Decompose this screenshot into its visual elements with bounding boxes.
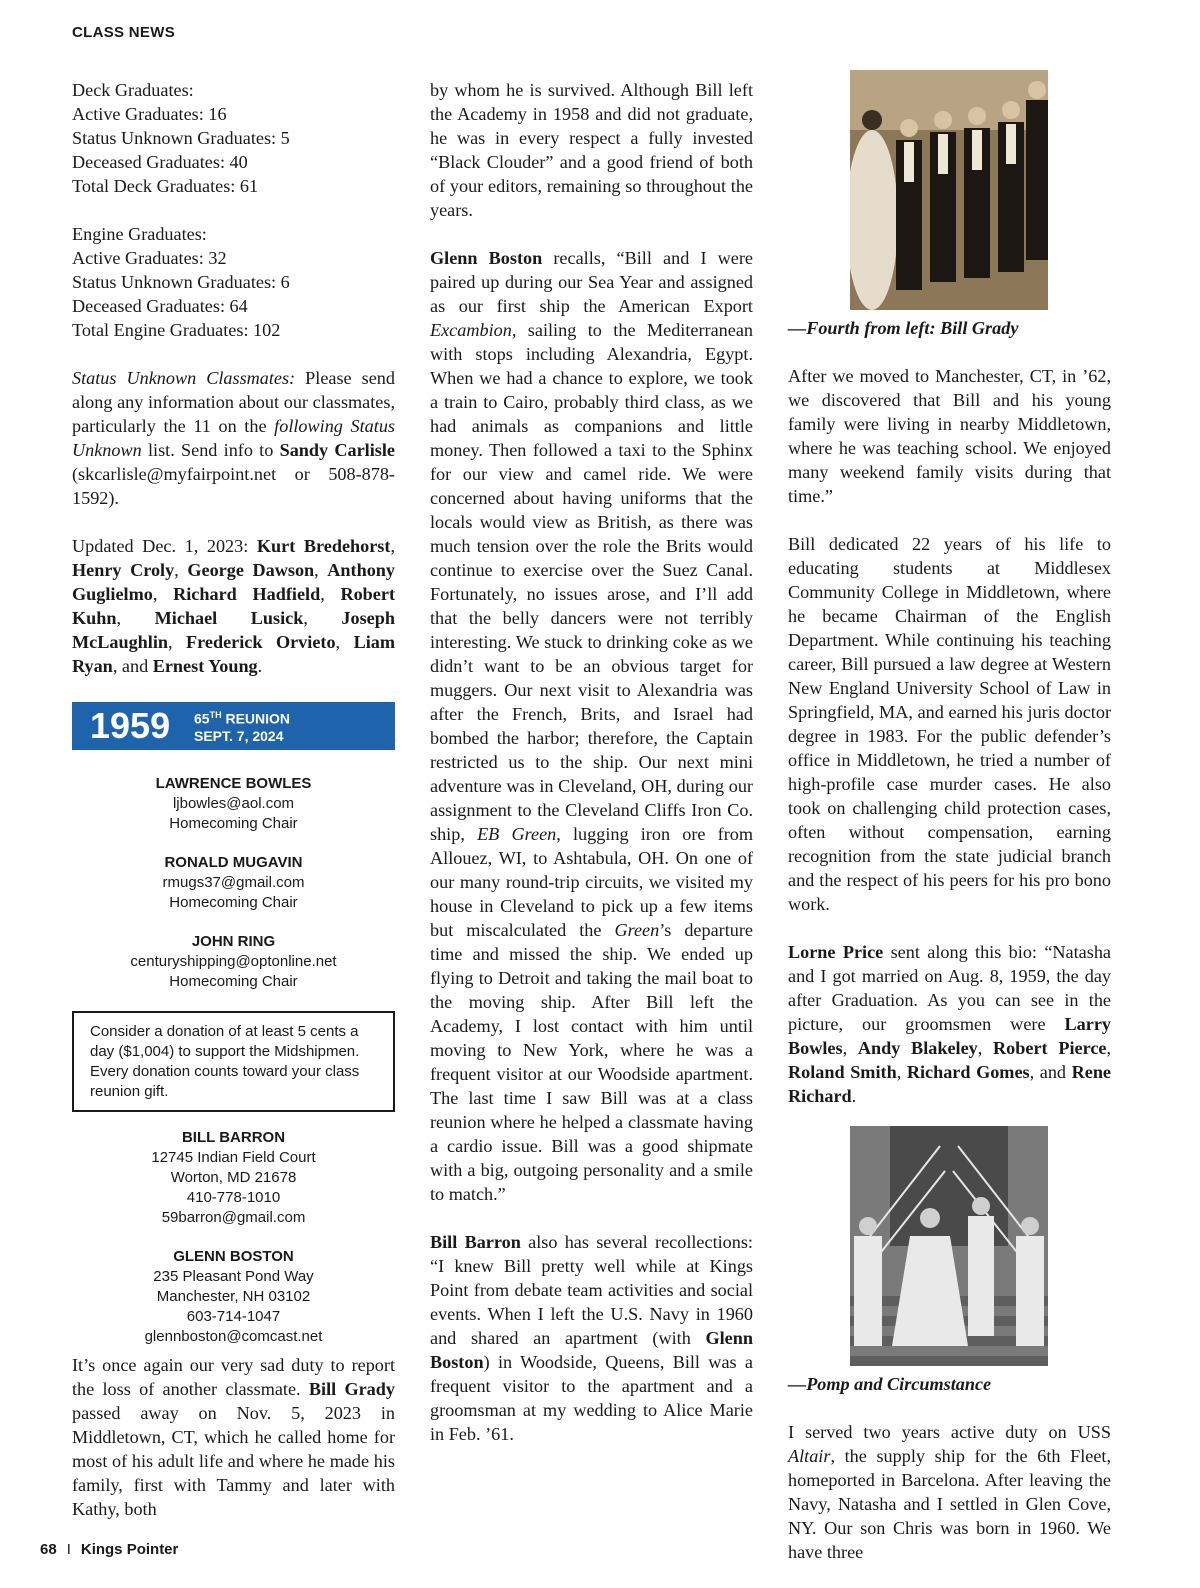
article-paragraph: by whom he is survived. Although Bill left the Academy in 1958 and did not graduate, he was in every respect a fully invested “Black Clouder” and a good friend of both of your editors, remaining so throughout the years. <box>430 80 753 220</box>
contact-email[interactable]: rmugs37@gmail.com <box>162 874 305 891</box>
obituary-paragraph: It’s once again our very sad duty to report the loss of another classmate. Bill Grady passed away on Nov. 5, 2023 in Middletown, CT, which he called home for most of his adult life and where he made his family, first with Tammy and later with Kathy, both <box>72 1355 395 1519</box>
page-footer: 68 I Kings Pointer <box>40 1541 179 1558</box>
wedding-party-photo <box>850 70 1048 310</box>
contact-email[interactable]: ljbowles@aol.com <box>172 795 295 812</box>
article-paragraph: Bill dedicated 22 years of his life to educating students at Middlesex Community College in Middletown, where he became Chairman of the English Department. While continuing his teaching career, Bill pursued a law degree at Western New England University School of Law in Springfield, MA, and earned his juris doctor degree in 1983. For the public defender’s office in Middletown, he tried a number of high-profile case murder cases. He also took on challenging child protection cases, often without compensation, earning recognition from the state judicial branch and the respect of his peers for his pro bono work. <box>788 534 1111 914</box>
contact-email[interactable]: centuryshipping@optonline.net <box>130 953 337 970</box>
column-2 <box>430 78 753 1470</box>
contact-bill-barron: BILL BARRON 12745 Indian Field Court Worton, MD 21678 410-778-1010 59barron@gmail.com <box>72 1128 395 1228</box>
contact-ronald-mugavin: RONALD MUGAVIN rmugs37@gmail.com Homecoming Chair <box>72 853 395 913</box>
engine-stats: Engine Graduates: Active Graduates: 32 Status Unknown Graduates: 6 Deceased Graduates: 64 Total Engine Graduates: 102 <box>72 224 290 340</box>
section-heading: CLASS NEWS <box>72 24 176 41</box>
column-1 <box>72 78 395 1545</box>
reunion-banner <box>72 702 395 750</box>
contact-email[interactable]: 59barron@gmail.com <box>161 1209 306 1226</box>
lorne-price-bio: Lorne Price sent along this bio: “Natasha and I got married on Aug. 8, 1959, the day after Graduation. As you can see in the picture, our groomsmen were Larry Bowles, Andy Blakeley, Robert Pierce, Roland Smith, Richard Gomes, and Rene Richard. <box>788 942 1112 1106</box>
publication-title: Kings Pointer <box>80 1541 179 1558</box>
contact-glenn-boston: GLENN BOSTON 235 Pleasant Pond Way Manchester, NH 03102 603-714-1047 glennboston@comcast.net <box>72 1247 395 1347</box>
photo-caption: —Fourth from left: Bill Grady <box>788 318 1019 338</box>
article-paragraph: I served two years active duty on USS Altair, the supply ship for the 6th Fleet, homeported in Barcelona. After leaving the Navy, Natasha and I settled in Glen Cove, NY. Our son Chris was born in 1960. We have three <box>788 1422 1111 1562</box>
updated-list-paragraph: Updated Dec. 1, 2023: Kurt Bredehorst, Henry Croly, George Dawson, Anthony Guglielmo, Richard Hadfield, Robert Kuhn, Michael Lusick, Joseph McLaughlin, Frederick Orvieto, Liam Ryan, and Ernest Young. <box>72 536 396 676</box>
glenn-boston-recollection: Glenn Boston recalls, “Bill and I were paired up during our Sea Year and assigned as our first ship the American Export Excambion, sailing to the Mediterranean with stops including Alexandria, Egypt. When we had a chance to explore, we took a train to Cairo, probably third class, as we had animals as companions and little money. Then followed a taxi to the Sphinx for our view and camel ride. We were concerned about having uniforms that the locals would view as British, as there was much tension over the role the Brits would continue to exercise over the Suez Canal. Fortunately, no issues arose, and I’ll add that the belly dancers were not terribly interesting. We stuck to drinking coke as we didn’t want to be an obvious target for muggers. Our next visit to Alexandria was after the French, Brits, and Israel had bombed the harbor; therefore, the Captain restricted us to the ship. Our next mini adventure was in Cleveland, OH, during our assignment to the Cleveland Cliffs Iron Co. ship, EB Green, lugging iron ore from Allouez, WI, to Ashtabula, OH. On one of our many round-trip circuits, we visited my house in Cleveland to pick up a few items but miscalculated the Green’s departure time and missed the ship. We ended up flying to Detroit and taking the mail boat to the moving ship. After Bill left the Academy, I lost contact with him until moving to New York, where he was a frequent visitor at our Woodside apartment. The last time I saw Bill was at a class reunion where he helped a classmate having a cardio issue. Bill was a good shipmate with a big, outgoing personality and a smile to match.” <box>430 248 754 1204</box>
contact-email[interactable]: glennboston@comcast.net <box>144 1328 323 1345</box>
sword-arch-illustration <box>850 1126 1048 1366</box>
class-year: 1959 <box>90 705 171 746</box>
photo-caption: —Pomp and Circumstance <box>788 1374 992 1394</box>
contact-john-ring: JOHN RING centuryshipping@optonline.net Homecoming Chair <box>72 932 395 992</box>
column-3 <box>788 70 1111 1588</box>
page-number: 68 <box>40 1541 57 1558</box>
wedding-photo-illustration <box>850 70 1048 310</box>
reunion-info: 65TH REUNION SEPT. 7, 2024 <box>194 710 291 744</box>
deck-stats: Deck Graduates: Active Graduates: 16 Status Unknown Graduates: 5 Deceased Graduates: 40 Total Deck Graduates: 61 <box>72 80 290 196</box>
article-paragraph: After we moved to Manchester, CT, in ’62, we discovered that Bill and his young family were living in nearby Middletown, where he was teaching school. We enjoyed many weekend family visits during that time.” <box>788 366 1111 506</box>
donation-box: Consider a donation of at least 5 cents a day ($1,004) to support the Midshipmen. Every donation counts toward your class reunion gift. <box>72 1011 395 1112</box>
status-unknown-paragraph: Status Unknown Classmates: Please send along any information about our classmates, particularly the 11 on the following Status Unknown list. Send info to Sandy Carlisle (skcarlisle@myfairpoint.net or 508-878-1592). <box>72 368 395 508</box>
bill-barron-recollection: Bill Barron also has several recollections: “I knew Bill pretty well while at Kings Point from debate team activities and social events. When I left the U.S. Navy in 1960 and shared an apartment (with Glenn Boston) in Woodside, Queens, Bill was a frequent visitor to the apartment and a groomsman at my wedding to Alice Marie in Feb. ’61. <box>430 1232 753 1444</box>
contact-lawrence-bowles: LAWRENCE BOWLES ljbowles@aol.com Homecoming Chair <box>72 774 395 834</box>
sword-arch-photo <box>850 1126 1048 1366</box>
